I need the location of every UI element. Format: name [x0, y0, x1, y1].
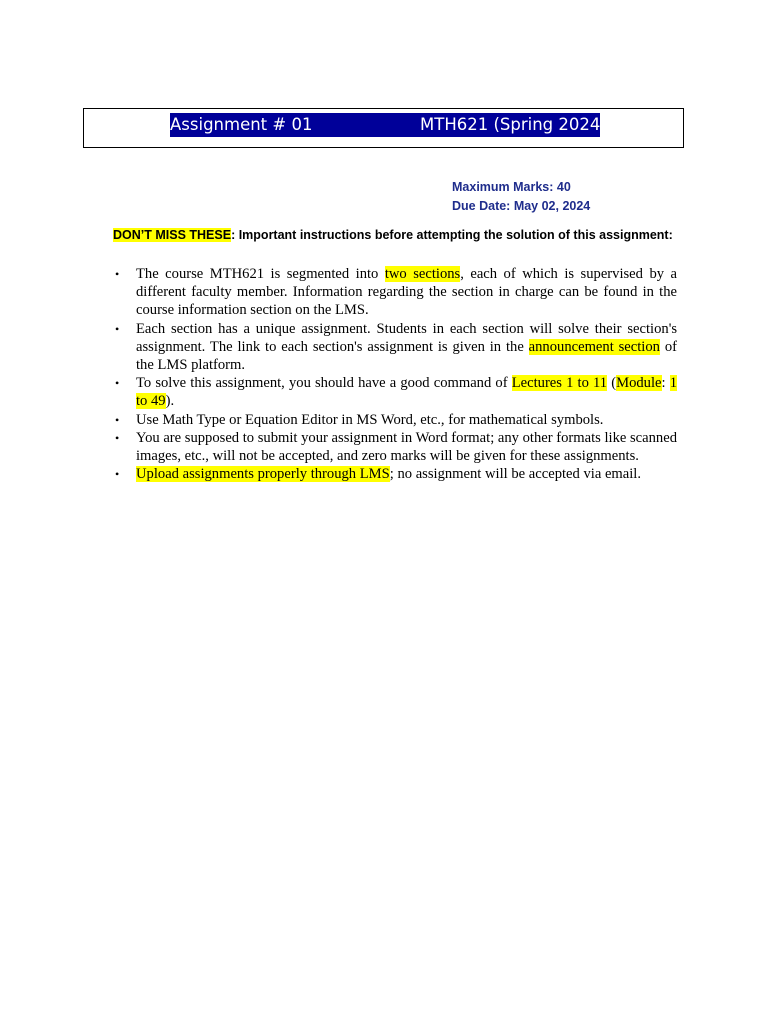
highlighted-text: announcement section: [528, 338, 660, 355]
highlighted-text: Upload assignments properly through LMS: [136, 466, 390, 483]
bullet-icon: •: [115, 321, 120, 336]
instruction-text: (: [607, 375, 617, 392]
bullet-icon: •: [115, 430, 120, 445]
due-date: Due Date: May 02, 2024: [452, 199, 591, 213]
instructions-list: [113, 265, 677, 483]
title-bar: [170, 113, 607, 137]
bullet-icon: •: [115, 376, 120, 391]
instruction-item: [113, 411, 677, 429]
instruction-text: ).: [165, 393, 175, 410]
instruction-text: The course MTH621 is segmented into: [136, 266, 385, 282]
highlighted-text: Module: [616, 375, 662, 392]
instruction-text: :: [661, 375, 670, 392]
instruction-text: Each section has a unique assignment. Students in each section will solve their section's assignment. The link to each section's assignment is given in the: [136, 320, 677, 355]
bullet-icon: •: [115, 467, 120, 482]
instruction-item: [113, 265, 677, 320]
course-title: MTH621 (Spring 2024): [420, 115, 607, 134]
assignment-number: Assignment # 01: [170, 115, 313, 134]
instruction-item: [113, 320, 677, 375]
instruction-text: ; no assignment will be accepted via email.: [389, 466, 642, 483]
instruction-item: [113, 465, 677, 483]
instruction-text: Use Math Type or Equation Editor in MS Word, etc., for mathematical symbols.: [136, 411, 604, 428]
instructions-heading: [113, 227, 673, 243]
maximum-marks: Maximum Marks: 40: [452, 180, 571, 194]
highlighted-text: Lectures 1 to 11: [511, 375, 608, 392]
instruction-item: [113, 374, 677, 410]
bullet-icon: •: [115, 267, 120, 281]
instruction-text: , each of which is supervised by a different faculty member. Information regarding the section in charge can be found in the course information section on the LMS.: [136, 266, 677, 319]
notice-text: : Important instructions before attempting the solution of this assignment:: [231, 228, 673, 242]
highlighted-text: 1 to 49: [136, 375, 678, 410]
title-box: [83, 108, 684, 148]
highlighted-text: two sections: [384, 266, 461, 282]
assignment-meta: [452, 178, 590, 216]
instruction-text: To solve this assignment, you should have a good command of: [136, 375, 512, 392]
instruction-text: You are supposed to submit your assignment in Word format; any other formats like scanned images, etc., will not be accepted, and zero marks will be given for these assignments.: [136, 429, 678, 465]
bullet-icon: •: [115, 412, 120, 427]
instruction-item: [113, 429, 677, 465]
instruction-text: of the LMS platform.: [136, 338, 677, 374]
notice-highlight: DON’T MISS THESE: [113, 228, 232, 242]
